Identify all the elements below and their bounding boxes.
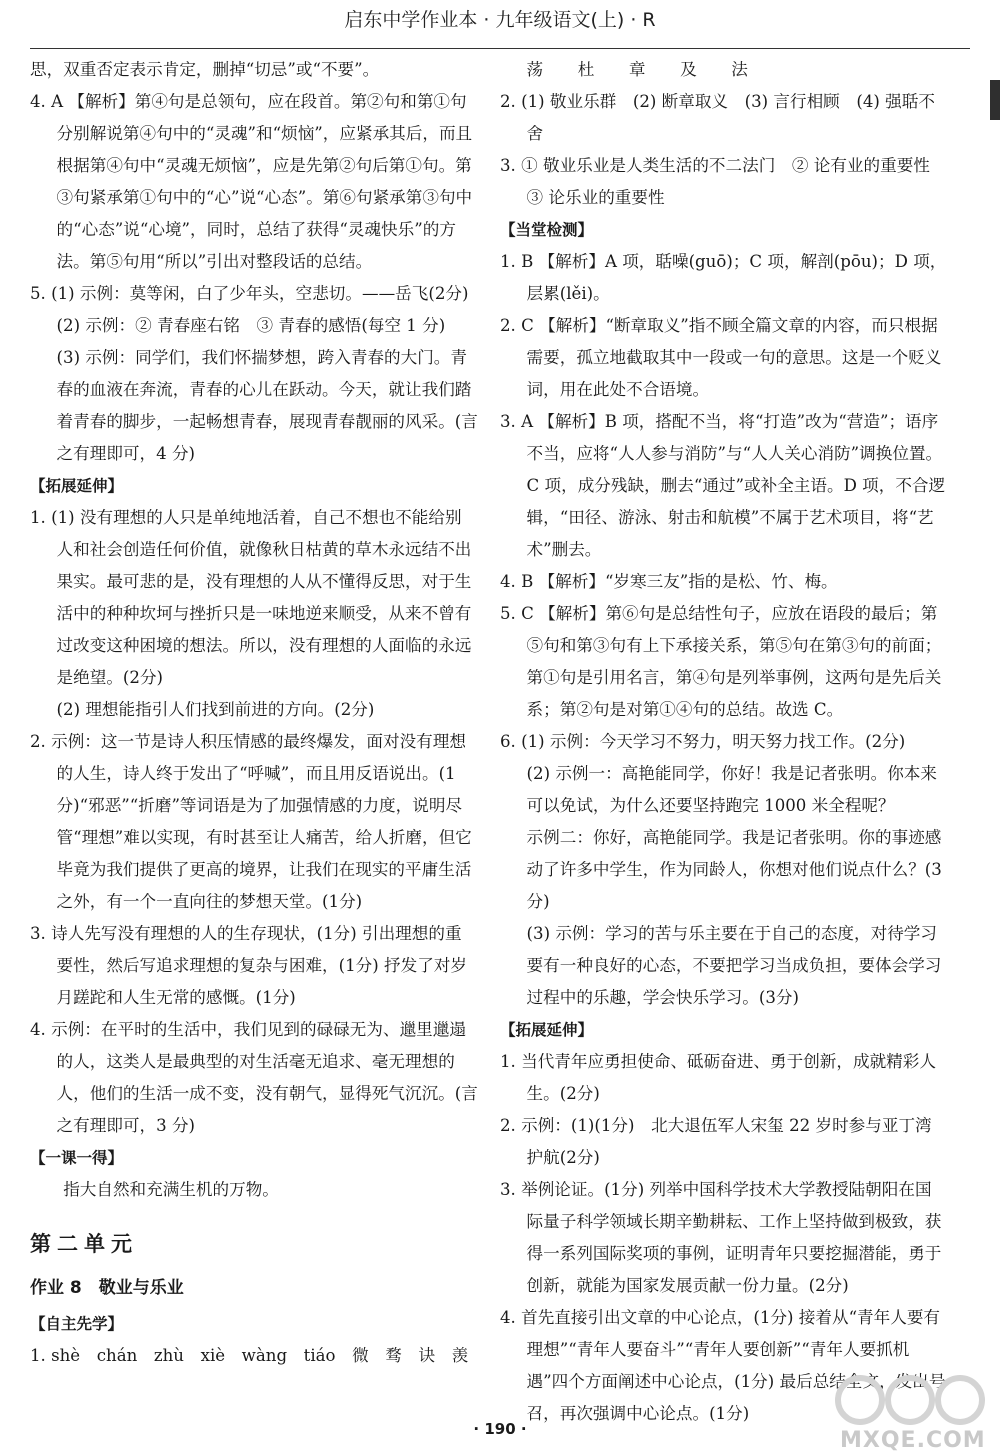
answer-item: 3. A 【解析】B 项，搭配不当，将“打造”改为“营造”；语序不当，应将“人人参与消防”与“人人关心消防”调换位置。C 项，成分残缺，删去“通过”或补全主语。D 项，不合逻辑，“田径、游泳、射击和航模”不属于艺术项目，将“艺术”删去。: [500, 412, 946, 559]
answer-item: 2. 示例：(1)(1分) 北大退伍军人宋玺 22 岁时参与亚丁湾护航(2分): [500, 1116, 932, 1167]
answer-item: 4. B 【解析】“岁寒三友”指的是松、竹、梅。: [500, 572, 838, 591]
answer-line: 思，双重否定表示肯定，删掉“切忌”或“不要”。: [30, 60, 380, 79]
answer-item: 5. C 【解析】第⑥句是总结性句子，应放在语段的最后；第⑤句和第③句有上下承接关系，第⑤句在第③句的前面；第①句是引用名言，第④句是列举事例，这两句是先后关系；第②句是对第①④句的总结。故选 C。: [500, 604, 942, 719]
continued-line: 荡 杜 章 及 法: [526, 60, 757, 79]
pinyin-line: 1. shè chán zhù xiè wàng tiáo 微 骛 诀 羡: [30, 1346, 469, 1365]
answer-subitem: (2) 理想能指引人们找到前进的方向。(2分): [56, 700, 375, 719]
header-divider: [30, 48, 970, 49]
header-title: 启东中学作业本 · 九年级语文(上) · R: [344, 9, 656, 31]
page-header: [0, 0, 1000, 50]
answer-item: 4. 首先直接引出文章的中心论点，(1分) 接着从“青年人要有理想”“青年人要奋斗”“青年人要创新”“青年人要抓机遇”四个方面阐述中心论点，(1分) 最后总结全文，发出号召，再次强调中心论点。(1分): [500, 1308, 946, 1423]
answer-item: 1. 当代青年应勇担使命、砥砺奋进、勇于创新，成就精彩人生。(2分): [500, 1052, 936, 1103]
answer-item: 1. B 【解析】A 项，聒噪(guō)；C 项，解剖(pōu)；D 项，层累(lěi)。: [500, 252, 947, 303]
answer-item: 2. C 【解析】“断章取义”指不顾全篇文章的内容，而只根据需要，孤立地截取其中一段或一句的意思。这是一个贬义词，用在此处不合语境。: [500, 316, 942, 399]
section-heading-extend: 【拓展延伸】: [500, 1021, 594, 1039]
section-heading-check: 【当堂检测】: [500, 221, 594, 239]
answer-subitem: 示例二：你好，高艳能同学。我是记者张明。你的事迹感动了许多中学生，作为同龄人，你想对他们说点什么？(3分): [526, 828, 942, 911]
answer-item: 3. 诗人先写没有理想的人的生存现状，(1分) 引出理想的重要性，然后写追求理想的复杂与困难，(1分) 抒发了对岁月蹉跎和人生无常的感慨。(1分): [30, 924, 467, 1007]
section-heading-self: 【自主先学】: [30, 1315, 124, 1333]
answer-item: 1. (1) 没有理想的人只是单纯地活着，自己不想也不能给别人和社会创造任何价值，就像秋日枯黄的草木永远结不出果实。最可悲的是，没有理想的人从不懂得反思，对于生活中的种种坎坷与挫折只是一味地逆来顺受，从来不曾有过改变这种困境的想法。所以，没有理想的人面临的永远是绝望。(2分): [30, 508, 472, 687]
answer-item: 4. 示例：在平时的生活中，我们见到的碌碌无为、邋里邋遢的人，这类人是最典型的对生活毫无追求、毫无理想的人，他们的生活一成不变，没有朝气，显得死气沉沉。(言之有理即可，3 分): [30, 1020, 478, 1135]
section-heading-gain: 【一课一得】: [30, 1149, 124, 1167]
answer-subitem: (2) 示例一：高艳能同学，你好！我是记者张明。你本来可以免试，为什么还要坚持跑完 1000 米全程呢？: [526, 764, 937, 815]
answer-subitem: (2) 示例：② 青春座右铭 ③ 青春的感悟(每空 1 分): [56, 316, 446, 335]
watermark-text: MXQE.COM: [840, 1428, 986, 1453]
gain-text: 指大自然和充满生机的万物。: [63, 1180, 279, 1199]
answer-item: 3. ① 敬业乐业是人类生活的不二法门 ② 论有业的重要性 ③ 论乐业的重要性: [500, 156, 947, 207]
page-edge-mark: [990, 80, 1000, 120]
answer-item: 3. 举例论证。(1分) 列举中国科学技术大学教授陆朝阳在国际量子科学领域长期辛勤耕耘、工作上坚持做到极致，获得一系列国际奖项的事例，证明青年只要挖掘潜能，勇于创新，就能为国家发展贡献一份力量。(2分): [500, 1180, 942, 1295]
section-heading-extend: 【拓展延伸】: [30, 477, 124, 495]
homework-title: 作业 8 敬业与乐业: [30, 1278, 184, 1298]
right-column: [500, 54, 948, 1430]
answer-item: 6. (1) 示例：今天学习不努力，明天努力找工作。(2分): [500, 732, 906, 751]
answer-subitem: (3) 示例：同学们，我们怀揣梦想，跨入青春的大门。青春的血液在奔流，青春的心儿在跃动。今天，就让我们踏着青春的脚步，一起畅想青春，展现青春靓丽的风采。(言之有理即可，4 分): [56, 348, 478, 463]
answer-item: 2. (1) 敬业乐群 (2) 断章取义 (3) 言行相顾 (4) 强聒不舍: [500, 92, 935, 143]
answer-item: 5. (1) 示例：莫等闲，白了少年头，空悲切。——岳飞(2分): [30, 284, 469, 303]
answer-item: 4. A 【解析】第④句是总领句，应在段首。第②句和第①句分别解说第④句中的“灵魂”和“烦恼”，应紧承其后，而且根据第④句中“灵魂无烦恼”，应是先第②句后第①句。第③句紧承第①句中的“心”说“心态”。第⑥句紧承第③句中的“心态”说“心境”，同时，总结了获得“灵魂快乐”的方法。第⑤句用“所以”引出对整段话的总结。: [30, 92, 473, 271]
answer-subitem: (3) 示例：学习的苦与乐主要在于自己的态度，对待学习要有一种良好的心态，不要把学习当成负担，要体会学习过程中的乐趣，学会快乐学习。(3分): [526, 924, 942, 1007]
page-number: · 190 ·: [473, 1420, 527, 1438]
left-column: [30, 54, 478, 1372]
answer-item: 2. 示例：这一节是诗人积压情感的最终爆发，面对没有理想的人生，诗人终于发出了“呼喊”，而且用反语说出。(1分)“邪恶”“折磨”等词语是为了加强情感的力度，说明尽管“理想”难以实现，有时甚至让人痛苦，给人折磨，但它毕竟为我们提供了更高的境界，让我们在现实的平庸生活之外，有一个一直向往的梦想天堂。(1分): [30, 732, 472, 911]
unit-title: 第二单元: [30, 1232, 138, 1256]
